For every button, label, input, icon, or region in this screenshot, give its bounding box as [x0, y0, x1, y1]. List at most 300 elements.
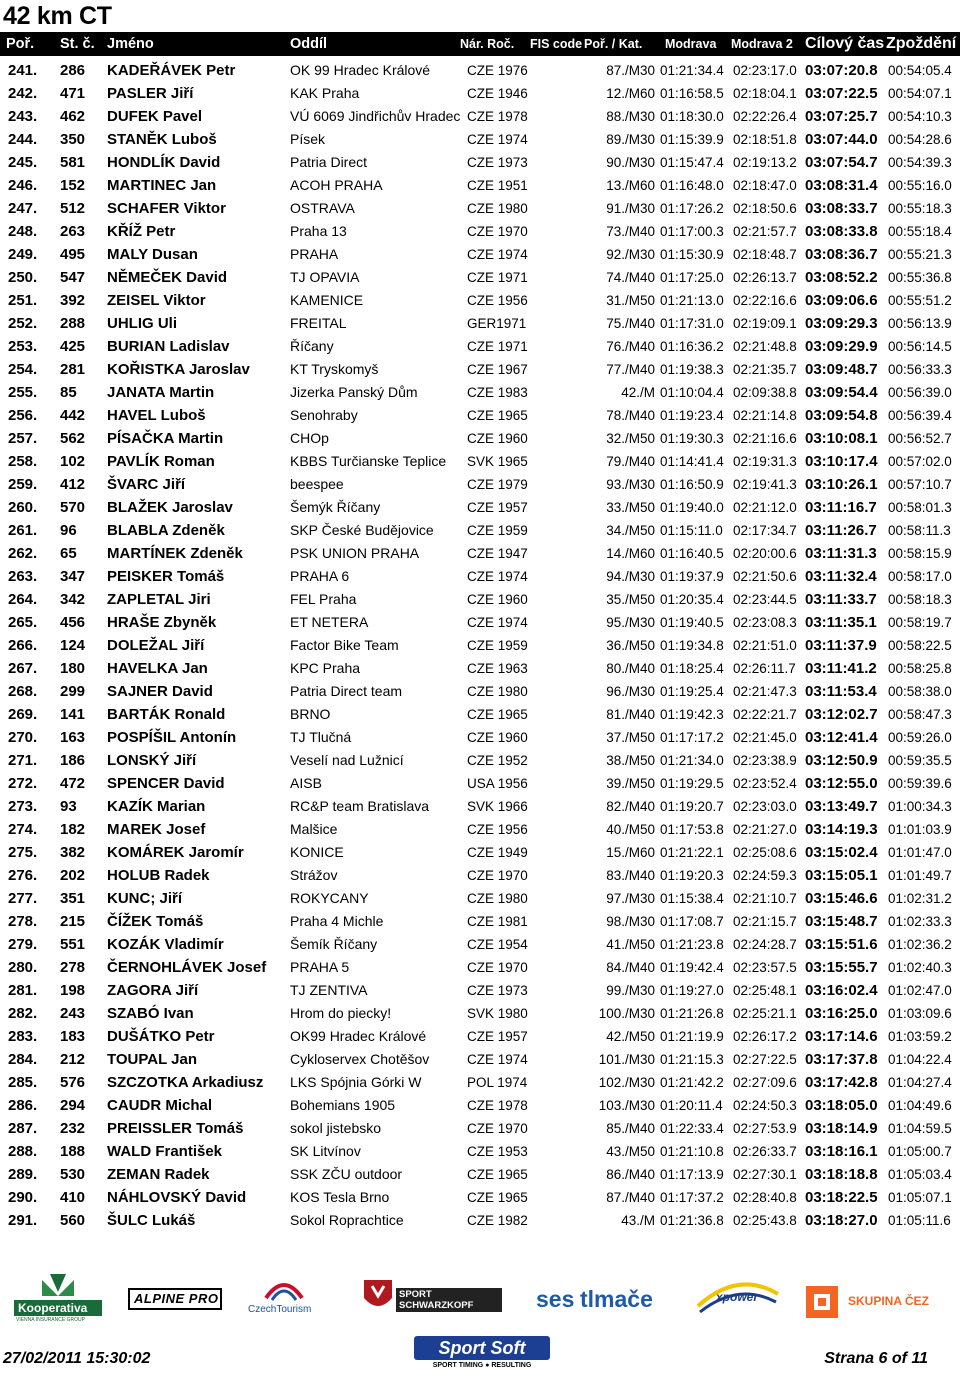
- athlete-name-cell: PÍSAČKA Martin: [107, 430, 224, 447]
- result-row: [0, 473, 960, 496]
- athlete-name-cell: KAZÍK Marian: [107, 798, 206, 815]
- split-modrava2-cell: 02:21:10.7: [733, 891, 797, 906]
- result-row: [0, 818, 960, 841]
- nation-year-cell: SVK 1965: [467, 454, 528, 469]
- split-modrava-cell: 01:20:11.4: [660, 1098, 723, 1113]
- result-row: [0, 657, 960, 680]
- page-title: 42 km CT: [3, 2, 112, 30]
- athlete-name-cell: ZAGORA Jiří: [107, 982, 199, 999]
- time-behind-cell: 00:58:38.0: [888, 684, 952, 699]
- start-number-cell: 286: [60, 62, 86, 79]
- time-behind-cell: 01:05:11.6: [888, 1213, 951, 1228]
- result-row: [0, 59, 960, 82]
- split-modrava-cell: 01:16:40.5: [660, 546, 724, 561]
- athlete-name-cell: SCHAFER Viktor: [107, 200, 226, 217]
- split-modrava-cell: 01:20:35.4: [660, 592, 724, 607]
- split-modrava2-cell: 02:26:33.7: [733, 1144, 797, 1159]
- header-rank: Poř.: [6, 36, 35, 52]
- club-cell: ROKYCANY: [290, 890, 369, 906]
- club-cell: AISB: [290, 775, 322, 791]
- split-modrava-cell: 01:15:39.9: [660, 132, 724, 147]
- club-cell: PRAHA 6: [290, 568, 350, 584]
- time-behind-cell: 00:55:21.3: [888, 247, 952, 262]
- category-rank-cell: 87./M40: [606, 1190, 655, 1205]
- start-number-cell: 180: [60, 660, 86, 677]
- split-modrava2-cell: 02:18:51.8: [733, 132, 797, 147]
- result-row: [0, 450, 960, 473]
- club-cell: Factor Bike Team: [290, 637, 399, 653]
- rank-cell: 243.: [8, 108, 38, 125]
- finish-time-cell: 03:11:16.7: [805, 499, 877, 516]
- finish-time-cell: 03:11:31.3: [805, 545, 877, 562]
- nation-year-cell: GER1971: [467, 316, 527, 331]
- athlete-name-cell: PREISSLER Tomáš: [107, 1120, 244, 1137]
- athlete-name-cell: MAREK Josef: [107, 821, 206, 838]
- rank-cell: 270.: [8, 729, 38, 746]
- start-number-cell: 347: [60, 568, 86, 585]
- result-row: [0, 1094, 960, 1117]
- rank-cell: 264.: [8, 591, 38, 608]
- print-datetime: 27/02/2011 15:30:02: [3, 1350, 151, 1367]
- split-modrava-cell: 01:19:34.8: [660, 638, 724, 653]
- result-row: [0, 749, 960, 772]
- split-modrava-cell: 01:17:31.0: [660, 316, 724, 331]
- athlete-name-cell: STANĚK Luboš: [107, 131, 217, 148]
- club-cell: SKP České Budějovice: [290, 522, 434, 538]
- rank-cell: 256.: [8, 407, 38, 424]
- athlete-name-cell: HAVELKA Jan: [107, 660, 208, 677]
- result-row: [0, 864, 960, 887]
- athlete-name-cell: ČÍŽEK Tomáš: [107, 913, 204, 930]
- split-modrava2-cell: 02:22:16.6: [733, 293, 797, 308]
- finish-time-cell: 03:09:06.6: [805, 292, 878, 309]
- time-behind-cell: 01:05:07.1: [888, 1190, 952, 1205]
- athlete-name-cell: KOMÁREK Jaromír: [107, 844, 244, 861]
- club-cell: Říčany: [290, 338, 334, 354]
- split-modrava-cell: 01:15:38.4: [660, 891, 724, 906]
- category-rank-cell: 102./M30: [598, 1075, 655, 1090]
- time-behind-cell: 00:55:36.8: [888, 270, 952, 285]
- czechtourism-text: CzechTourism: [248, 1304, 312, 1315]
- sportsoft-banner: [414, 1336, 550, 1360]
- start-number-cell: 581: [60, 154, 86, 171]
- category-rank-cell: 88./M30: [606, 109, 655, 124]
- header-club: Oddíl: [290, 36, 328, 52]
- athlete-name-cell: MARTÍNEK Zdeněk: [107, 545, 243, 562]
- start-number-cell: 351: [60, 890, 86, 907]
- schwarzkopf-logo: [362, 1278, 502, 1318]
- split-modrava-cell: 01:18:25.4: [660, 661, 724, 676]
- athlete-name-cell: SZABÓ Ivan: [107, 1005, 194, 1022]
- result-row: [0, 404, 960, 427]
- start-number-cell: 186: [60, 752, 86, 769]
- split-modrava-cell: 01:22:33.4: [660, 1121, 724, 1136]
- rank-cell: 252.: [8, 315, 38, 332]
- nation-year-cell: SVK 1966: [467, 799, 528, 814]
- time-behind-cell: 00:54:28.6: [888, 132, 952, 147]
- time-behind-cell: 00:56:52.7: [888, 431, 952, 446]
- start-number-cell: 495: [60, 246, 86, 263]
- result-row: [0, 358, 960, 381]
- category-rank-cell: 12./M60: [606, 86, 655, 101]
- split-modrava-cell: 01:17:00.3: [660, 224, 724, 239]
- result-row: [0, 220, 960, 243]
- rank-cell: 290.: [8, 1189, 38, 1206]
- category-rank-cell: 42./M: [621, 385, 655, 400]
- split-modrava2-cell: 02:26:11.7: [733, 661, 796, 676]
- club-cell: ACOH PRAHA: [290, 177, 383, 193]
- finish-time-cell: 03:16:25.0: [805, 1005, 878, 1022]
- split-modrava2-cell: 02:24:28.7: [733, 937, 797, 952]
- rank-cell: 287.: [8, 1120, 38, 1137]
- club-cell: FREITAL: [290, 315, 347, 331]
- category-rank-cell: 92./M30: [606, 247, 655, 262]
- category-rank-cell: 40./M50: [606, 822, 655, 837]
- time-behind-cell: 01:03:59.2: [888, 1029, 952, 1044]
- category-rank-cell: 90./M30: [606, 155, 655, 170]
- time-behind-cell: 01:01:03.9: [888, 822, 952, 837]
- nation-year-cell: CZE 1983: [467, 385, 528, 400]
- athlete-name-cell: PEISKER Tomáš: [107, 568, 225, 585]
- time-behind-cell: 01:02:47.0: [888, 983, 952, 998]
- athlete-name-cell: ZEISEL Viktor: [107, 292, 206, 309]
- club-cell: TJ OPAVIA: [290, 269, 360, 285]
- result-row: [0, 1140, 960, 1163]
- finish-time-cell: 03:18:18.8: [805, 1166, 878, 1183]
- start-number-cell: 163: [60, 729, 86, 746]
- split-modrava-cell: 01:21:10.8: [660, 1144, 724, 1159]
- start-number-cell: 392: [60, 292, 86, 309]
- club-cell: Jizerka Panský Dům: [290, 384, 418, 400]
- time-behind-cell: 00:56:33.3: [888, 362, 952, 377]
- nation-year-cell: CZE 1959: [467, 523, 528, 538]
- start-number-cell: 472: [60, 775, 86, 792]
- split-modrava-cell: 01:18:30.0: [660, 109, 724, 124]
- split-modrava2-cell: 02:25:21.1: [733, 1006, 797, 1021]
- result-row: [0, 841, 960, 864]
- rank-cell: 248.: [8, 223, 38, 240]
- category-rank-cell: 75./M40: [606, 316, 655, 331]
- split-modrava2-cell: 02:21:48.8: [733, 339, 797, 354]
- time-behind-cell: 00:58:19.7: [888, 615, 952, 630]
- category-rank-cell: 77./M40: [606, 362, 655, 377]
- result-row: [0, 519, 960, 542]
- finish-time-cell: 03:11:53.4: [805, 683, 877, 700]
- category-rank-cell: 39./M50: [606, 776, 655, 791]
- category-rank-cell: 100./M30: [598, 1006, 655, 1021]
- split-modrava-cell: 01:21:26.8: [660, 1006, 724, 1021]
- time-behind-cell: 00:54:10.3: [888, 109, 952, 124]
- athlete-name-cell: JANATA Martin: [107, 384, 215, 401]
- time-behind-cell: 00:57:02.0: [888, 454, 952, 469]
- nation-year-cell: CZE 1963: [467, 661, 528, 676]
- finish-time-cell: 03:10:17.4: [805, 453, 878, 470]
- finish-time-cell: 03:13:49.7: [805, 798, 878, 815]
- nation-year-cell: CZE 1951: [467, 178, 528, 193]
- results-header: [0, 32, 960, 56]
- category-rank-cell: 97./M30: [606, 891, 655, 906]
- header-nat: Nár. Roč.: [460, 37, 515, 51]
- rank-cell: 272.: [8, 775, 38, 792]
- split-modrava2-cell: 02:27:22.5: [733, 1052, 797, 1067]
- athlete-name-cell: BLABLA Zdeněk: [107, 522, 225, 539]
- split-modrava-cell: 01:21:36.8: [660, 1213, 724, 1228]
- split-modrava-cell: 01:17:26.2: [660, 201, 724, 216]
- category-rank-cell: 14./M60: [606, 546, 655, 561]
- nation-year-cell: CZE 1956: [467, 822, 528, 837]
- time-behind-cell: 00:58:17.0: [888, 569, 952, 584]
- split-modrava-cell: 01:21:13.0: [660, 293, 724, 308]
- split-modrava-cell: 01:19:37.9: [660, 569, 724, 584]
- page-number: Strana 6 of 11: [824, 1350, 928, 1367]
- finish-time-cell: 03:11:32.4: [805, 568, 877, 585]
- sportsoft-text: Sport Soft: [438, 1338, 526, 1358]
- split-modrava2-cell: 02:23:38.9: [733, 753, 797, 768]
- category-rank-cell: 89./M30: [606, 132, 655, 147]
- club-cell: KAMENICE: [290, 292, 364, 308]
- start-number-cell: 212: [60, 1051, 86, 1068]
- club-cell: Šemýk Říčany: [290, 499, 381, 515]
- club-cell: OK 99 Hradec Králové: [290, 62, 431, 78]
- time-behind-cell: 01:03:09.6: [888, 1006, 952, 1021]
- time-behind-cell: 00:55:51.2: [888, 293, 952, 308]
- split-modrava2-cell: 02:25:08.6: [733, 845, 797, 860]
- start-number-cell: 551: [60, 936, 86, 953]
- finish-time-cell: 03:15:02.4: [805, 844, 878, 861]
- result-row: [0, 1071, 960, 1094]
- athlete-name-cell: PASLER Jiří: [107, 85, 194, 102]
- nation-year-cell: CZE 1960: [467, 592, 528, 607]
- time-behind-cell: 00:55:18.3: [888, 201, 952, 216]
- kooperativa-subtext: VIENNA INSURANCE GROUP: [16, 1317, 85, 1323]
- start-number-cell: 288: [60, 315, 86, 332]
- split-modrava2-cell: 02:23:17.0: [733, 63, 797, 78]
- club-cell: Hrom do piecky!: [290, 1005, 392, 1021]
- split-modrava-cell: 01:17:17.2: [660, 730, 724, 745]
- rank-cell: 271.: [8, 752, 38, 769]
- time-behind-cell: 00:54:39.3: [888, 155, 952, 170]
- split-modrava-cell: 01:16:36.2: [660, 339, 724, 354]
- czechtourism-mark: [264, 1278, 304, 1302]
- rank-cell: 275.: [8, 844, 38, 861]
- result-row: [0, 1002, 960, 1025]
- time-behind-cell: 00:59:26.0: [888, 730, 952, 745]
- rank-cell: 289.: [8, 1166, 38, 1183]
- nation-year-cell: CZE 1947: [467, 546, 528, 561]
- finish-time-cell: 03:12:41.4: [805, 729, 878, 746]
- start-number-cell: 425: [60, 338, 86, 355]
- finish-time-cell: 03:07:22.5: [805, 85, 878, 102]
- result-row: [0, 703, 960, 726]
- category-rank-cell: 35./M50: [606, 592, 655, 607]
- time-behind-cell: 01:05:03.4: [888, 1167, 952, 1182]
- header-start: St. č.: [60, 36, 95, 52]
- rank-cell: 258.: [8, 453, 38, 470]
- rank-cell: 274.: [8, 821, 38, 838]
- nation-year-cell: POL 1974: [467, 1075, 528, 1090]
- split-modrava-cell: 01:19:29.5: [660, 776, 724, 791]
- rank-cell: 253.: [8, 338, 38, 355]
- time-behind-cell: 00:59:39.6: [888, 776, 952, 791]
- time-behind-cell: 01:04:49.6: [888, 1098, 952, 1113]
- rank-cell: 279.: [8, 936, 38, 953]
- time-behind-cell: 01:04:27.4: [888, 1075, 952, 1090]
- time-behind-cell: 00:58:25.8: [888, 661, 952, 676]
- nation-year-cell: CZE 1980: [467, 684, 528, 699]
- result-row: [0, 933, 960, 956]
- finish-time-cell: 03:11:41.2: [805, 660, 877, 677]
- category-rank-cell: 33./M50: [606, 500, 655, 515]
- athlete-name-cell: DUŠÁTKO Petr: [107, 1028, 215, 1045]
- result-row: [0, 197, 960, 220]
- nation-year-cell: CZE 1970: [467, 868, 528, 883]
- athlete-name-cell: BLAŽEK Jaroslav: [107, 499, 233, 516]
- split-modrava2-cell: 02:21:27.0: [733, 822, 797, 837]
- split-modrava2-cell: 02:19:31.3: [733, 454, 797, 469]
- split-modrava2-cell: 02:27:09.6: [733, 1075, 797, 1090]
- athlete-name-cell: KOZÁK Vladimír: [107, 936, 224, 953]
- time-behind-cell: 00:58:15.9: [888, 546, 952, 561]
- finish-time-cell: 03:08:33.7: [805, 200, 878, 217]
- nation-year-cell: CZE 1979: [467, 477, 528, 492]
- category-rank-cell: 86./M40: [606, 1167, 655, 1182]
- result-row: [0, 496, 960, 519]
- nation-year-cell: CZE 1967: [467, 362, 528, 377]
- club-cell: PRAHA 5: [290, 959, 350, 975]
- category-rank-cell: 99./M30: [606, 983, 655, 998]
- time-behind-cell: 00:56:14.5: [888, 339, 952, 354]
- category-rank-cell: 42./M50: [606, 1029, 655, 1044]
- split-modrava2-cell: 02:27:53.9: [733, 1121, 797, 1136]
- split-modrava2-cell: 02:21:57.7: [733, 224, 797, 239]
- start-number-cell: 412: [60, 476, 86, 493]
- club-cell: KT Tryskomyš: [290, 361, 379, 377]
- split-modrava2-cell: 02:18:47.0: [733, 178, 797, 193]
- result-row: [0, 565, 960, 588]
- split-modrava2-cell: 02:21:47.3: [733, 684, 797, 699]
- club-cell: KBBS Turčianske Teplice: [290, 453, 447, 469]
- athlete-name-cell: NÁHLOVSKÝ David: [107, 1189, 247, 1206]
- result-row: [0, 588, 960, 611]
- result-row: [0, 266, 960, 289]
- rank-cell: 262.: [8, 545, 38, 562]
- club-cell: TJ ZENTIVA: [290, 982, 368, 998]
- result-row: [0, 726, 960, 749]
- nation-year-cell: CZE 1974: [467, 247, 528, 262]
- rank-cell: 268.: [8, 683, 38, 700]
- split-modrava2-cell: 02:22:26.4: [733, 109, 797, 124]
- split-modrava2-cell: 02:24:50.3: [733, 1098, 797, 1113]
- split-modrava2-cell: 02:23:03.0: [733, 799, 797, 814]
- start-number-cell: 294: [60, 1097, 86, 1114]
- category-rank-cell: 93./M30: [606, 477, 655, 492]
- athlete-name-cell: BURIAN Ladislav: [107, 338, 230, 355]
- start-number-cell: 382: [60, 844, 86, 861]
- club-cell: Patria Direct: [290, 154, 368, 170]
- cez-logo: [806, 1286, 946, 1318]
- finish-time-cell: 03:18:22.5: [805, 1189, 878, 1206]
- finish-time-cell: 03:07:44.0: [805, 131, 878, 148]
- club-cell: PRAHA: [290, 246, 339, 262]
- nation-year-cell: CZE 1970: [467, 960, 528, 975]
- split-modrava-cell: 01:17:53.8: [660, 822, 724, 837]
- rank-cell: 254.: [8, 361, 38, 378]
- result-row: [0, 1025, 960, 1048]
- time-behind-cell: 00:57:10.7: [888, 477, 952, 492]
- finish-time-cell: 03:17:14.6: [805, 1028, 878, 1045]
- finish-time-cell: 03:09:54.8: [805, 407, 878, 424]
- rank-cell: 251.: [8, 292, 38, 309]
- nation-year-cell: CZE 1974: [467, 615, 528, 630]
- club-cell: Strážov: [290, 867, 338, 883]
- result-row: [0, 381, 960, 404]
- result-row: [0, 956, 960, 979]
- rank-cell: 269.: [8, 706, 38, 723]
- rank-cell: 280.: [8, 959, 38, 976]
- split-modrava2-cell: 02:25:43.8: [733, 1213, 797, 1228]
- finish-time-cell: 03:10:26.1: [805, 476, 878, 493]
- rank-cell: 261.: [8, 522, 38, 539]
- finish-time-cell: 03:15:46.6: [805, 890, 878, 907]
- time-behind-cell: 00:55:18.4: [888, 224, 952, 239]
- category-rank-cell: 83./M40: [606, 868, 655, 883]
- split-modrava2-cell: 02:19:09.1: [733, 316, 797, 331]
- cez-text: SKUPINA ČEZ: [848, 1294, 929, 1308]
- category-rank-cell: 94./M30: [606, 569, 655, 584]
- time-behind-cell: 00:59:35.5: [888, 753, 952, 768]
- club-cell: KOS Tesla Brno: [290, 1189, 390, 1205]
- athlete-name-cell: MALY Dusan: [107, 246, 198, 263]
- time-behind-cell: 00:58:18.3: [888, 592, 952, 607]
- time-behind-cell: 00:54:07.1: [888, 86, 952, 101]
- split-modrava2-cell: 02:20:00.6: [733, 546, 797, 561]
- nation-year-cell: CZE 1978: [467, 109, 528, 124]
- category-rank-cell: 81./M40: [606, 707, 655, 722]
- split-modrava-cell: 01:15:30.9: [660, 247, 724, 262]
- split-modrava2-cell: 02:18:04.1: [733, 86, 797, 101]
- nation-year-cell: CZE 1976: [467, 63, 528, 78]
- finish-time-cell: 03:11:35.1: [805, 614, 877, 631]
- split-modrava2-cell: 02:19:41.3: [733, 477, 797, 492]
- start-number-cell: 456: [60, 614, 86, 631]
- rank-cell: 284.: [8, 1051, 38, 1068]
- split-modrava-cell: 01:21:23.8: [660, 937, 724, 952]
- sportsoft-tagline: SPORT TIMING ● RESULTING: [432, 1362, 532, 1369]
- time-behind-cell: 01:04:22.4: [888, 1052, 952, 1067]
- finish-time-cell: 03:17:42.8: [805, 1074, 878, 1091]
- nation-year-cell: CZE 1971: [467, 339, 528, 354]
- category-rank-cell: 95./M30: [606, 615, 655, 630]
- split-modrava-cell: 01:17:08.7: [660, 914, 724, 929]
- split-modrava-cell: 01:19:23.4: [660, 408, 724, 423]
- finish-time-cell: 03:12:02.7: [805, 706, 878, 723]
- finish-time-cell: 03:07:20.8: [805, 62, 878, 79]
- split-modrava2-cell: 02:28:40.8: [733, 1190, 797, 1205]
- split-modrava2-cell: 02:23:57.5: [733, 960, 797, 975]
- result-row: [0, 243, 960, 266]
- rank-cell: 250.: [8, 269, 38, 286]
- result-row: [0, 772, 960, 795]
- rank-cell: 276.: [8, 867, 38, 884]
- athlete-name-cell: SPENCER David: [107, 775, 225, 792]
- start-number-cell: 182: [60, 821, 86, 838]
- nation-year-cell: CZE 1982: [467, 1213, 528, 1228]
- start-number-cell: 198: [60, 982, 86, 999]
- cez-mark-icon: [806, 1286, 838, 1318]
- club-cell: RC&P team Bratislava: [290, 798, 430, 814]
- athlete-name-cell: HOLUB Radek: [107, 867, 210, 884]
- athlete-name-cell: KUNC; Jiří: [107, 890, 183, 907]
